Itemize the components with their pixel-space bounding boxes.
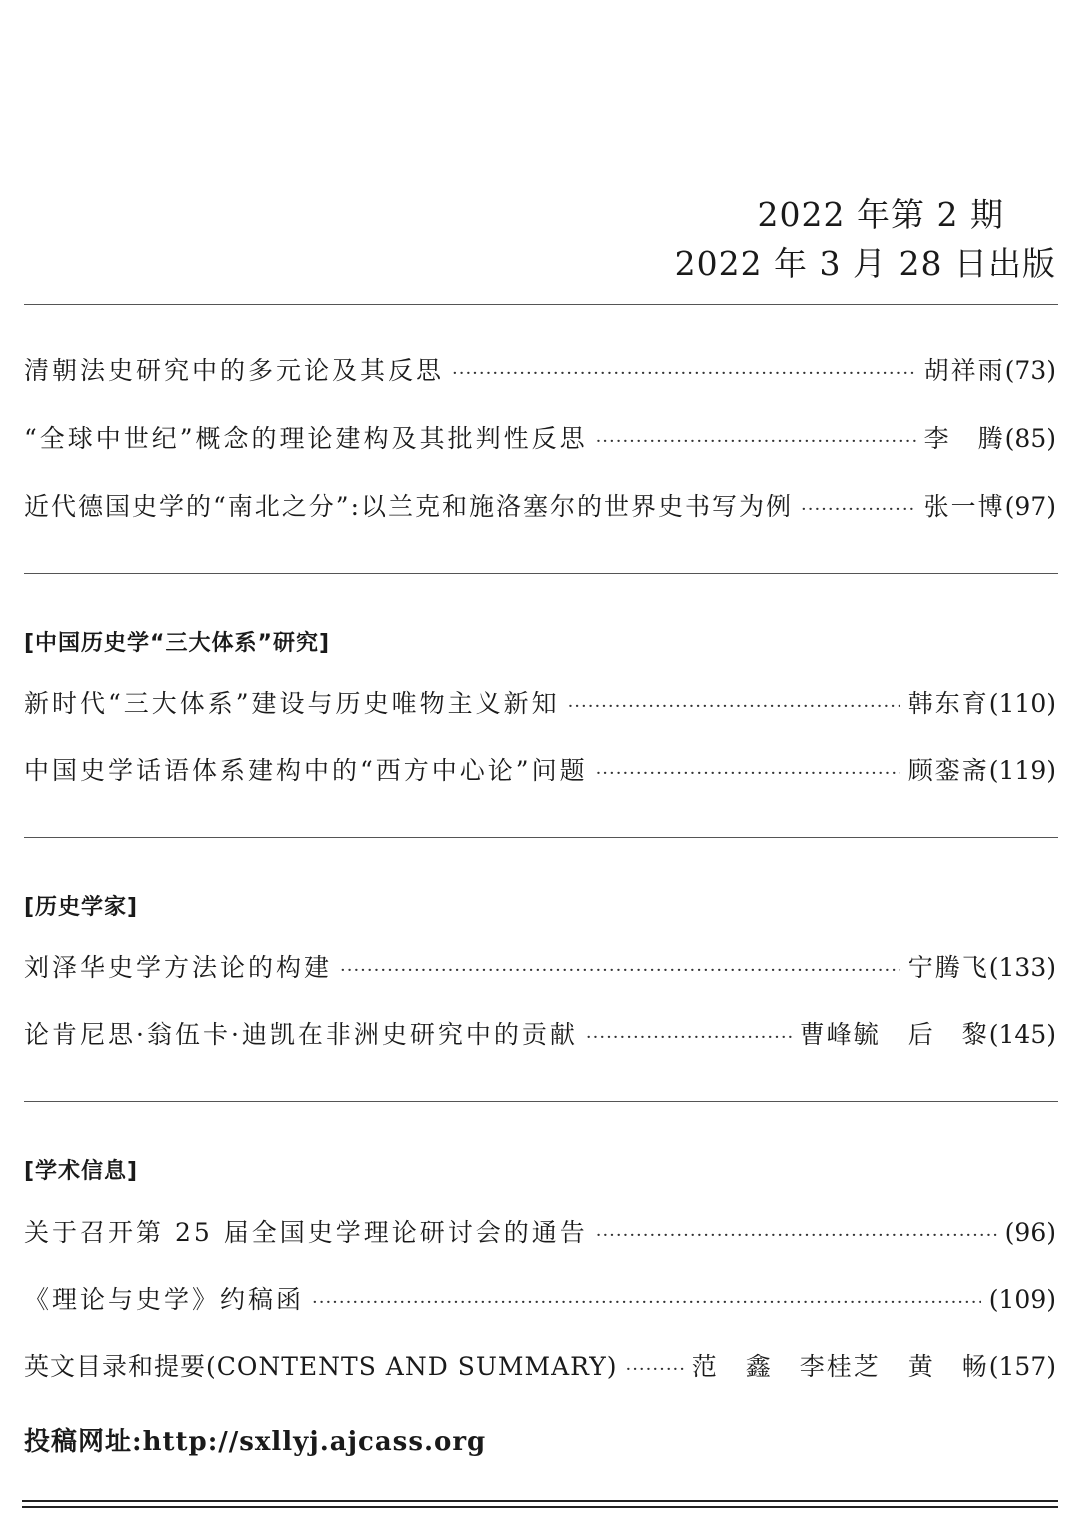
entry-title: 《理论与史学》约稿函 bbox=[24, 1285, 305, 1314]
entry-page: (96) bbox=[1004, 1218, 1056, 1247]
entry-page: (145) bbox=[988, 1020, 1056, 1049]
toc-entry[interactable] bbox=[24, 356, 1056, 386]
entry-author: 韩东育 bbox=[907, 689, 989, 718]
toc-entry[interactable] bbox=[24, 756, 1056, 786]
entry-page: (109) bbox=[988, 1285, 1056, 1314]
issue-number: 2022 年第 2 期 bbox=[757, 195, 1004, 234]
entry-page: (85) bbox=[1004, 424, 1056, 453]
entry-author: 胡祥雨 bbox=[923, 356, 1005, 385]
toc-entry[interactable] bbox=[24, 1352, 1056, 1382]
entry-page: (97) bbox=[1004, 492, 1056, 521]
entry-title: 英文目录和提要(CONTENTS AND SUMMARY) bbox=[24, 1352, 618, 1381]
entry-title: 刘泽华史学方法论的构建 bbox=[24, 953, 333, 982]
leader-dots bbox=[801, 492, 916, 522]
entry-title: “全球中世纪”概念的理论建构及其批判性反思 bbox=[24, 424, 588, 453]
toc-entry[interactable] bbox=[24, 1218, 1056, 1248]
entry-page: (133) bbox=[988, 953, 1056, 982]
leader-dots bbox=[596, 424, 916, 454]
entry-title: 近代德国史学的“南北之分”:以兰克和施洛塞尔的世界史书写为例 bbox=[24, 492, 793, 521]
entry-author: 宁腾飞 bbox=[907, 953, 989, 982]
entry-author: 范 鑫 李桂芝 黄 畅 bbox=[691, 1352, 989, 1381]
toc-entry[interactable] bbox=[24, 1285, 1056, 1315]
divider bbox=[24, 1101, 1058, 1102]
entry-title: 新时代“三大体系”建设与历史唯物主义新知 bbox=[24, 689, 560, 718]
leader-dots bbox=[568, 689, 900, 719]
leader-dots bbox=[340, 953, 900, 983]
entry-author: 曹峰毓 后 黎 bbox=[799, 1020, 989, 1049]
toc-entry[interactable] bbox=[24, 1020, 1056, 1050]
publication-date: 2022 年 3 月 28 日出版 bbox=[674, 244, 1056, 283]
section-heading: [历史学家] bbox=[24, 895, 139, 920]
toc-entry[interactable] bbox=[24, 492, 1056, 522]
entry-title: 论肯尼思·翁伍卡·迪凯在非洲史研究中的贡献 bbox=[24, 1020, 578, 1049]
double-rule bbox=[22, 1500, 1058, 1508]
entry-page: (119) bbox=[988, 756, 1056, 785]
section-heading: [中国历史学“三大体系”研究] bbox=[24, 631, 331, 656]
entry-author: 张一博 bbox=[923, 492, 1005, 521]
entry-title: 清朝法史研究中的多元论及其反思 bbox=[24, 356, 445, 385]
leader-dots bbox=[586, 1020, 792, 1050]
toc-entry[interactable] bbox=[24, 689, 1056, 719]
divider bbox=[24, 304, 1058, 305]
leader-dots bbox=[596, 1218, 997, 1248]
entry-page: (110) bbox=[988, 689, 1056, 718]
entry-title: 中国史学话语体系建构中的“西方中心论”问题 bbox=[24, 756, 588, 785]
leader-dots bbox=[625, 1352, 683, 1382]
entry-author: 顾銮斋 bbox=[907, 756, 989, 785]
toc-entry[interactable] bbox=[24, 953, 1056, 983]
leader-dots bbox=[596, 756, 900, 786]
divider bbox=[24, 837, 1058, 838]
entry-page: (73) bbox=[1004, 356, 1056, 385]
toc-entry[interactable] bbox=[24, 424, 1056, 454]
entry-author: 李 腾 bbox=[923, 424, 1005, 453]
section-heading: [学术信息] bbox=[24, 1159, 139, 1184]
submission-url[interactable]: 投稿网址:http://sxllyj.ajcass.org bbox=[24, 1427, 487, 1457]
entry-title: 关于召开第 25 届全国史学理论研讨会的通告 bbox=[24, 1218, 588, 1247]
leader-dots bbox=[312, 1285, 981, 1315]
divider bbox=[24, 573, 1058, 574]
leader-dots bbox=[452, 356, 916, 386]
entry-page: (157) bbox=[988, 1352, 1056, 1381]
